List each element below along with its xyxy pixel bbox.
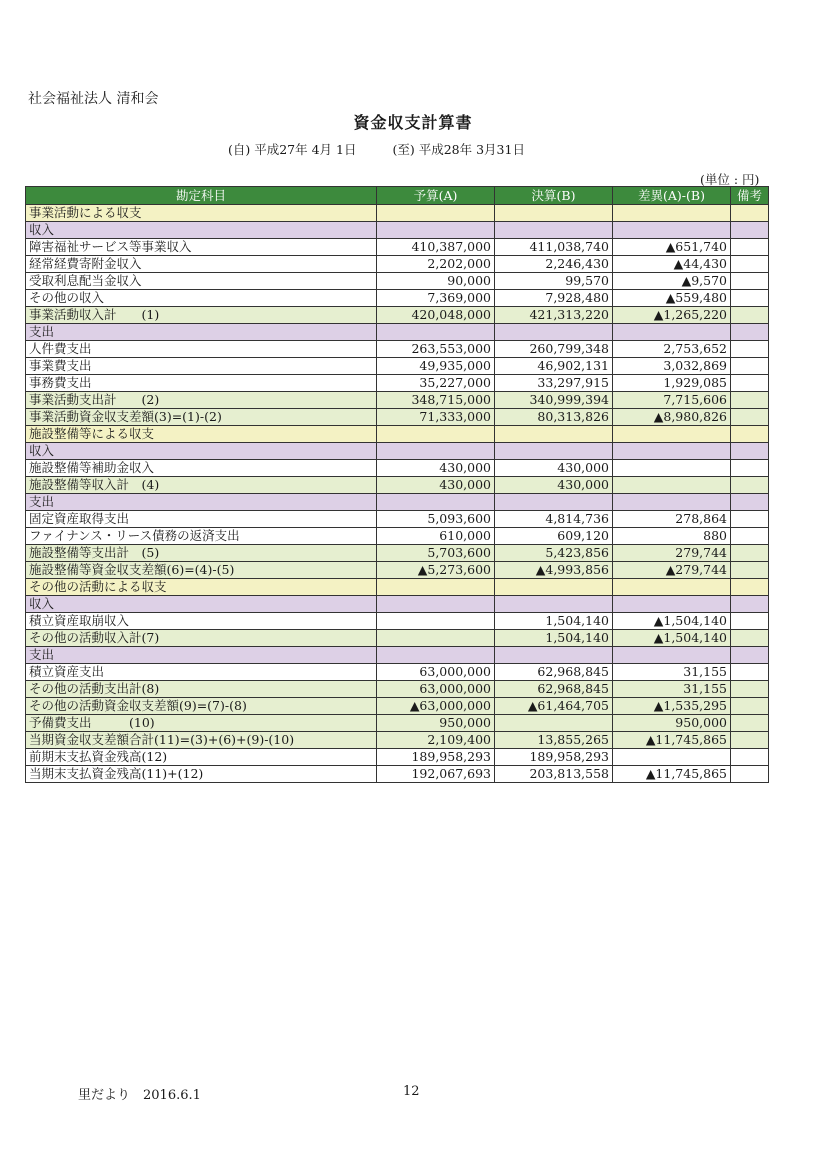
- actual-cell: 411,038,740: [495, 239, 613, 256]
- table-row: [26, 545, 769, 562]
- account-cell: 収入: [26, 596, 377, 613]
- budget-cell: 63,000,000: [377, 664, 495, 681]
- budget-cell: [377, 222, 495, 239]
- organization-name: 社会福祉法人 清和会: [28, 91, 159, 107]
- remarks-cell: [731, 715, 769, 732]
- account-cell: 当期資金収支差額合計(11)=(3)+(6)+(9)-(10): [26, 732, 377, 749]
- table-row: [26, 630, 769, 647]
- table-row: [26, 256, 769, 273]
- table-row: [26, 596, 769, 613]
- budget-cell: 263,553,000: [377, 341, 495, 358]
- remarks-cell: [731, 664, 769, 681]
- difference-cell: [613, 443, 731, 460]
- col-header-account: 勘定科目: [26, 187, 377, 205]
- difference-cell: ▲279,744: [613, 562, 731, 579]
- remarks-cell: [731, 596, 769, 613]
- table-row: [26, 341, 769, 358]
- actual-cell: [495, 647, 613, 664]
- actual-cell: [495, 426, 613, 443]
- actual-cell: [495, 596, 613, 613]
- table-row: [26, 749, 769, 766]
- difference-cell: [613, 579, 731, 596]
- remarks-cell: [731, 528, 769, 545]
- budget-cell: 49,935,000: [377, 358, 495, 375]
- account-cell: 人件費支出: [26, 341, 377, 358]
- remarks-cell: [731, 341, 769, 358]
- difference-cell: 278,864: [613, 511, 731, 528]
- account-cell: 支出: [26, 494, 377, 511]
- budget-cell: ▲5,273,600: [377, 562, 495, 579]
- actual-cell: 430,000: [495, 460, 613, 477]
- actual-cell: 7,928,480: [495, 290, 613, 307]
- actual-cell: 4,814,736: [495, 511, 613, 528]
- remarks-cell: [731, 494, 769, 511]
- table-row: [26, 681, 769, 698]
- period-to: (至) 平成28年 3月31日: [392, 142, 525, 157]
- table-row: [26, 528, 769, 545]
- actual-cell: 203,813,558: [495, 766, 613, 783]
- account-cell: 事業活動による収支: [26, 205, 377, 222]
- table-row: [26, 613, 769, 630]
- difference-cell: ▲11,745,865: [613, 732, 731, 749]
- table-row: [26, 460, 769, 477]
- account-cell: 固定資産取得支出: [26, 511, 377, 528]
- difference-cell: [613, 205, 731, 222]
- difference-cell: [613, 460, 731, 477]
- table-row: [26, 409, 769, 426]
- difference-cell: 2,753,652: [613, 341, 731, 358]
- actual-cell: 62,968,845: [495, 664, 613, 681]
- actual-cell: [495, 715, 613, 732]
- budget-cell: [377, 426, 495, 443]
- difference-cell: 1,929,085: [613, 375, 731, 392]
- difference-cell: ▲1,504,140: [613, 630, 731, 647]
- difference-cell: [613, 324, 731, 341]
- account-cell: 当期末支払資金残高(11)+(12): [26, 766, 377, 783]
- account-cell: 事業活動収入計 (1): [26, 307, 377, 324]
- account-cell: 施設整備等資金収支差額(6)=(4)-(5): [26, 562, 377, 579]
- remarks-cell: [731, 239, 769, 256]
- actual-cell: 421,313,220: [495, 307, 613, 324]
- budget-cell: 189,958,293: [377, 749, 495, 766]
- remarks-cell: [731, 256, 769, 273]
- actual-cell: 62,968,845: [495, 681, 613, 698]
- budget-cell: 2,202,000: [377, 256, 495, 273]
- difference-cell: ▲1,265,220: [613, 307, 731, 324]
- actual-cell: 46,902,131: [495, 358, 613, 375]
- table-row: [26, 375, 769, 392]
- table-row: [26, 239, 769, 256]
- difference-cell: 279,744: [613, 545, 731, 562]
- account-cell: その他の活動支出計(8): [26, 681, 377, 698]
- table-row: [26, 562, 769, 579]
- budget-cell: [377, 324, 495, 341]
- difference-cell: [613, 647, 731, 664]
- difference-cell: ▲1,535,295: [613, 698, 731, 715]
- budget-cell: [377, 205, 495, 222]
- account-cell: 事業費支出: [26, 358, 377, 375]
- table-row: [26, 664, 769, 681]
- budget-cell: 610,000: [377, 528, 495, 545]
- table-row: [26, 205, 769, 222]
- budget-cell: ▲63,000,000: [377, 698, 495, 715]
- budget-cell: [377, 647, 495, 664]
- actual-cell: 5,423,856: [495, 545, 613, 562]
- account-cell: その他の活動資金収支差額(9)=(7)-(8): [26, 698, 377, 715]
- budget-cell: [377, 494, 495, 511]
- difference-cell: [613, 477, 731, 494]
- actual-cell: 13,855,265: [495, 732, 613, 749]
- remarks-cell: [731, 579, 769, 596]
- remarks-cell: [731, 392, 769, 409]
- actual-cell: 2,246,430: [495, 256, 613, 273]
- publication-info: 里だより 2016.6.1: [78, 1088, 201, 1103]
- difference-cell: ▲44,430: [613, 256, 731, 273]
- actual-cell: [495, 579, 613, 596]
- account-cell: その他の収入: [26, 290, 377, 307]
- actual-cell: 609,120: [495, 528, 613, 545]
- remarks-cell: [731, 647, 769, 664]
- difference-cell: ▲9,570: [613, 273, 731, 290]
- difference-cell: 7,715,606: [613, 392, 731, 409]
- budget-cell: [377, 613, 495, 630]
- difference-cell: [613, 222, 731, 239]
- col-header-difference: 差異(A)-(B): [613, 187, 731, 205]
- account-cell: 事務費支出: [26, 375, 377, 392]
- remarks-cell: [731, 477, 769, 494]
- difference-cell: [613, 426, 731, 443]
- budget-cell: [377, 443, 495, 460]
- actual-cell: [495, 324, 613, 341]
- account-cell: 施設整備等収入計 (4): [26, 477, 377, 494]
- difference-cell: ▲11,745,865: [613, 766, 731, 783]
- difference-cell: [613, 494, 731, 511]
- remarks-cell: [731, 426, 769, 443]
- account-cell: その他の活動収入計(7): [26, 630, 377, 647]
- table-row: [26, 443, 769, 460]
- account-cell: 施設整備等補助金収入: [26, 460, 377, 477]
- page-number: 12: [403, 1084, 420, 1099]
- remarks-cell: [731, 732, 769, 749]
- difference-cell: ▲559,480: [613, 290, 731, 307]
- actual-cell: ▲4,993,856: [495, 562, 613, 579]
- table-row: [26, 579, 769, 596]
- budget-cell: [377, 630, 495, 647]
- budget-cell: 430,000: [377, 477, 495, 494]
- remarks-cell: [731, 681, 769, 698]
- budget-cell: [377, 596, 495, 613]
- remarks-cell: [731, 766, 769, 783]
- remarks-cell: [731, 511, 769, 528]
- actual-cell: 1,504,140: [495, 613, 613, 630]
- account-cell: 施設整備等による収支: [26, 426, 377, 443]
- actual-cell: 189,958,293: [495, 749, 613, 766]
- remarks-cell: [731, 409, 769, 426]
- remarks-cell: [731, 698, 769, 715]
- table-row: [26, 222, 769, 239]
- table-row: [26, 392, 769, 409]
- remarks-cell: [731, 460, 769, 477]
- actual-cell: 1,504,140: [495, 630, 613, 647]
- difference-cell: 31,155: [613, 681, 731, 698]
- budget-cell: 2,109,400: [377, 732, 495, 749]
- difference-cell: [613, 749, 731, 766]
- budget-cell: 63,000,000: [377, 681, 495, 698]
- budget-cell: 420,048,000: [377, 307, 495, 324]
- table-row: [26, 358, 769, 375]
- account-cell: 積立資産支出: [26, 664, 377, 681]
- account-cell: 収入: [26, 443, 377, 460]
- remarks-cell: [731, 290, 769, 307]
- difference-cell: 950,000: [613, 715, 731, 732]
- remarks-cell: [731, 630, 769, 647]
- actual-cell: 99,570: [495, 273, 613, 290]
- actual-cell: 430,000: [495, 477, 613, 494]
- account-cell: 積立資産取崩収入: [26, 613, 377, 630]
- table-row: [26, 698, 769, 715]
- table-row: [26, 766, 769, 783]
- table-row: [26, 324, 769, 341]
- remarks-cell: [731, 273, 769, 290]
- difference-cell: [613, 596, 731, 613]
- budget-cell: 192,067,693: [377, 766, 495, 783]
- table-row: [26, 273, 769, 290]
- budget-cell: [377, 579, 495, 596]
- difference-cell: 3,032,869: [613, 358, 731, 375]
- actual-cell: [495, 222, 613, 239]
- account-cell: 支出: [26, 647, 377, 664]
- account-cell: 支出: [26, 324, 377, 341]
- period-from: (自) 平成27年 4月 1日: [228, 142, 357, 157]
- budget-cell: 5,093,600: [377, 511, 495, 528]
- budget-cell: 410,387,000: [377, 239, 495, 256]
- remarks-cell: [731, 222, 769, 239]
- table-header-row: [26, 187, 769, 205]
- difference-cell: ▲8,980,826: [613, 409, 731, 426]
- actual-cell: [495, 443, 613, 460]
- table-row: [26, 511, 769, 528]
- table-body: [26, 205, 769, 783]
- table-row: [26, 715, 769, 732]
- remarks-cell: [731, 324, 769, 341]
- account-cell: 施設整備等支出計 (5): [26, 545, 377, 562]
- remarks-cell: [731, 358, 769, 375]
- actual-cell: 260,799,348: [495, 341, 613, 358]
- actual-cell: [495, 494, 613, 511]
- cash-flow-table: [25, 186, 769, 783]
- account-cell: 経常経費寄附金収入: [26, 256, 377, 273]
- unit-label: (単位 : 円): [700, 172, 760, 187]
- account-cell: 障害福祉サービス等事業収入: [26, 239, 377, 256]
- col-header-actual: 決算(B): [495, 187, 613, 205]
- table-row: [26, 647, 769, 664]
- table-row: [26, 477, 769, 494]
- account-cell: 前期末支払資金残高(12): [26, 749, 377, 766]
- table-row: [26, 426, 769, 443]
- actual-cell: [495, 205, 613, 222]
- budget-cell: 90,000: [377, 273, 495, 290]
- remarks-cell: [731, 749, 769, 766]
- fiscal-period: [228, 140, 557, 158]
- remarks-cell: [731, 307, 769, 324]
- account-cell: 収入: [26, 222, 377, 239]
- account-cell: 事業活動資金収支差額(3)=(1)-(2): [26, 409, 377, 426]
- difference-cell: ▲651,740: [613, 239, 731, 256]
- budget-cell: 348,715,000: [377, 392, 495, 409]
- remarks-cell: [731, 375, 769, 392]
- actual-cell: 340,999,394: [495, 392, 613, 409]
- remarks-cell: [731, 613, 769, 630]
- difference-cell: 31,155: [613, 664, 731, 681]
- col-header-remarks: 備考: [731, 187, 769, 205]
- budget-cell: 5,703,600: [377, 545, 495, 562]
- remarks-cell: [731, 545, 769, 562]
- difference-cell: 880: [613, 528, 731, 545]
- budget-cell: 71,333,000: [377, 409, 495, 426]
- account-cell: その他の活動による収支: [26, 579, 377, 596]
- table-row: [26, 307, 769, 324]
- remarks-cell: [731, 562, 769, 579]
- table-row: [26, 732, 769, 749]
- budget-cell: 35,227,000: [377, 375, 495, 392]
- actual-cell: 33,297,915: [495, 375, 613, 392]
- col-header-budget: 予算(A): [377, 187, 495, 205]
- budget-cell: 950,000: [377, 715, 495, 732]
- actual-cell: 80,313,826: [495, 409, 613, 426]
- table-row: [26, 290, 769, 307]
- budget-cell: 430,000: [377, 460, 495, 477]
- table-row: [26, 494, 769, 511]
- account-cell: ファイナンス・リース債務の返済支出: [26, 528, 377, 545]
- difference-cell: ▲1,504,140: [613, 613, 731, 630]
- account-cell: 事業活動支出計 (2): [26, 392, 377, 409]
- document-title: 資金収支計算書: [353, 113, 473, 132]
- budget-cell: 7,369,000: [377, 290, 495, 307]
- remarks-cell: [731, 443, 769, 460]
- account-cell: 予備費支出 (10): [26, 715, 377, 732]
- remarks-cell: [731, 205, 769, 222]
- actual-cell: ▲61,464,705: [495, 698, 613, 715]
- account-cell: 受取利息配当金収入: [26, 273, 377, 290]
